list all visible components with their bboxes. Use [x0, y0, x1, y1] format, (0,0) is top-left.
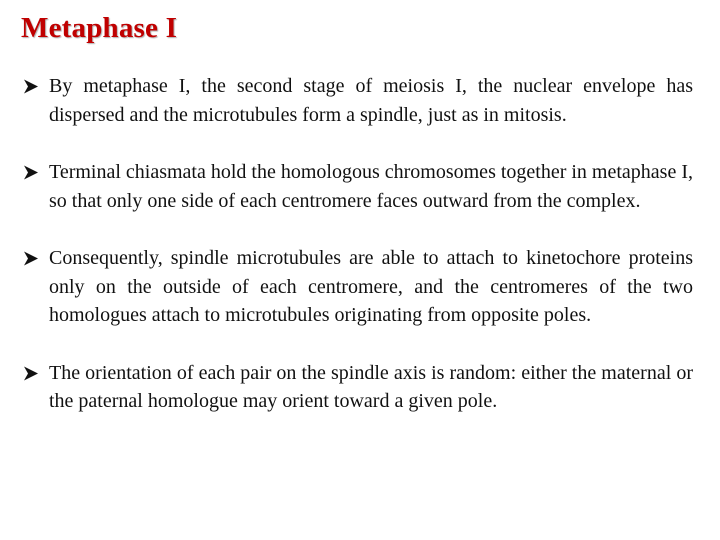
arrowhead-bullet-icon — [22, 72, 42, 101]
bullet-text: By metaphase I, the second stage of meiosis I, the nuclear envelope has dispersed and the microtubules form a spindle, just as in mitosis. — [49, 75, 693, 126]
bullet-item — [22, 72, 693, 129]
slide-title: Metaphase I — [21, 12, 178, 44]
arrowhead-bullet-icon — [22, 158, 42, 187]
bullet-text: Consequently, spindle microtubules are able to attach to kinetochore proteins only on the outside of each centromere, and the centromeres of the two homologues attach to microtubules originating from opposite poles. — [49, 247, 693, 326]
arrowhead-bullet-icon — [22, 359, 42, 388]
bullet-item — [22, 359, 693, 416]
bullet-item — [22, 158, 693, 215]
bullet-text: The orientation of each pair on the spindle axis is random: either the maternal or the paternal homologue may orient toward a given pole. — [49, 361, 693, 412]
arrowhead-bullet-icon — [22, 244, 42, 273]
bullet-list — [22, 72, 693, 416]
bullet-text: Terminal chiasmata hold the homologous chromosomes together in metaphase I, so that only one side of each centromere faces outward from the complex. — [49, 161, 693, 212]
bullet-item — [22, 244, 693, 330]
